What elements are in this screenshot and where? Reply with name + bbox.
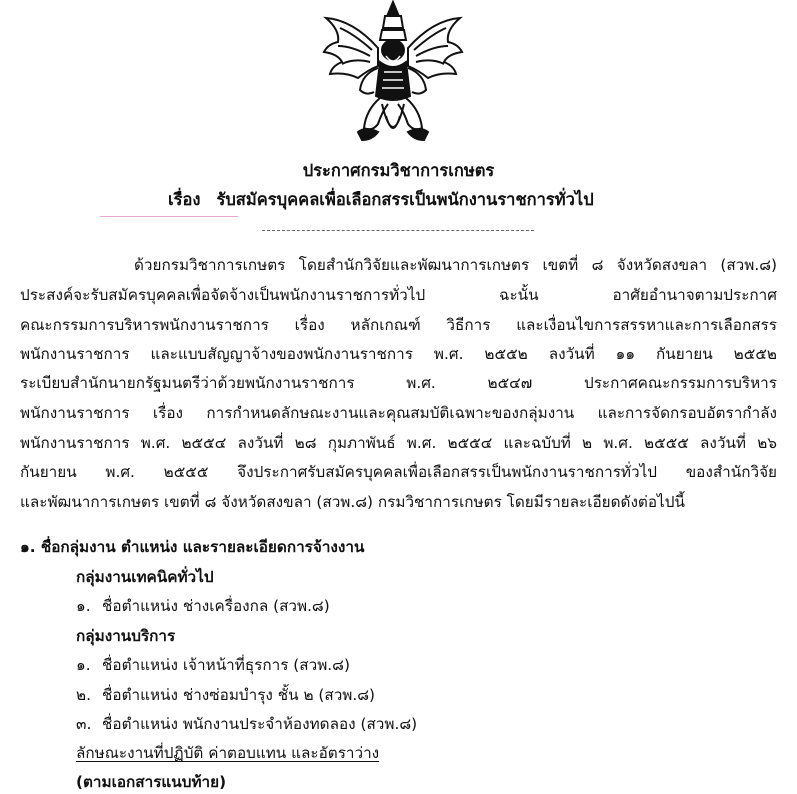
position-text: ชื่อตำแหน่ง ช่างซ่อมบำรุง ชั้น ๒ (สวพ.๘) — [102, 686, 376, 704]
attachment-note: (ตามเอกสารแนบท้าย) — [76, 773, 227, 791]
body-line-5: ระเบียบสำนักนายกรัฐมนตรีว่าด้วยพนักงานราชการ พ.ศ. ๒๕๔๗ ประกาศคณะกรรมการบริหาร — [20, 374, 777, 392]
position-number: ๒. — [76, 686, 91, 704]
body-line-3: คณะกรรมการบริหารพนักงานราชการ เรื่อง หลักเกณฑ์ วิธีการ และเงื่อนไขการสรรหาและการเลือกสรร — [20, 316, 777, 334]
body-line-8: กันยายน พ.ศ. ๒๕๕๕ จึงประกาศรับสมัครบุคคลเพื่อเลือกสรรเป็นพนักงานราชการทั่วไป ของสำนักวิจัย — [20, 463, 777, 481]
title-separator — [262, 230, 534, 231]
garuda-emblem — [318, 0, 468, 152]
group-title-technical: กลุ่มงานเทคนิคทั่วไป — [76, 568, 214, 586]
body-line-4: พนักงานราชการ และแบบสัญญาจ้างของพนักงานราชการ พ.ศ. ๒๕๕๒ ลงวันที่ ๑๑ กันยายน ๒๕๕๒ — [20, 345, 777, 363]
job-details-note: ลักษณะงานที่ปฏิบัติ ค่าตอบแทน และอัตราว่าง — [76, 744, 380, 762]
section-heading: ๑. ชื่อกลุ่มงาน ตำแหน่ง และรายละเอียดการจ้างงาน — [20, 538, 365, 556]
announcement-subject — [168, 188, 594, 212]
body-line-1: ด้วยกรมวิชาการเกษตร โดยสำนักวิจัยและพัฒนาการเกษตร เขตที่ ๘ จังหวัดสงขลา (สวพ.๘) — [134, 256, 777, 274]
position-number: ๑. — [76, 656, 91, 674]
group-title-service: กลุ่มงานบริการ — [76, 627, 176, 645]
position-number: ๓. — [76, 715, 92, 733]
position-item — [76, 712, 417, 736]
body-line-9: และพัฒนาการเกษตร เขตที่ ๘ จังหวัดสงขลา (สวพ.๘) กรมวิชาการเกษตร โดยมีรายละเอียดดังต่อไปนี้ — [20, 493, 685, 511]
position-item — [76, 594, 330, 618]
position-text: ชื่อตำแหน่ง พนักงานประจำห้องทดลอง (สวพ.๘) — [102, 715, 418, 733]
pink-mark-line — [100, 216, 238, 217]
subject-text: รับสมัครบุคคลเพื่อเลือกสรรเป็นพนักงานราชการทั่วไป — [216, 190, 594, 209]
position-text: ชื่อตำแหน่ง ช่างเครื่องกล (สวพ.๘) — [102, 597, 330, 615]
announcement-title: ประกาศกรมวิชาการเกษตร — [302, 161, 495, 180]
position-text: ชื่อตำแหน่ง เจ้าหน้าที่ธุรการ (สวพ.๘) — [102, 656, 350, 674]
position-item — [76, 653, 350, 677]
subject-label: เรื่อง — [168, 190, 201, 209]
body-line-6: พนักงานราชการ เรื่อง การกำหนดลักษณะงานและคุณสมบัติเฉพาะของกลุ่มงาน และการจัดกรอบอัตรากำลัง — [20, 404, 777, 422]
body-line-2: ประสงค์จะรับสมัครบุคคลเพื่อจัดจ้างเป็นพนักงานราชการทั่วไป ฉะนั้น อาศัยอำนาจตามประกาศ — [20, 286, 777, 304]
position-item — [76, 683, 375, 707]
position-number: ๑. — [76, 597, 91, 615]
body-line-7: พนักงานราชการ พ.ศ. ๒๕๕๔ ลงวันที่ ๒๘ กุมภาพันธ์ พ.ศ. ๒๕๕๔ และฉบับที่ ๒ พ.ศ. ๒๕๕๕ ลงวันที่ ๒๖ — [20, 434, 777, 452]
